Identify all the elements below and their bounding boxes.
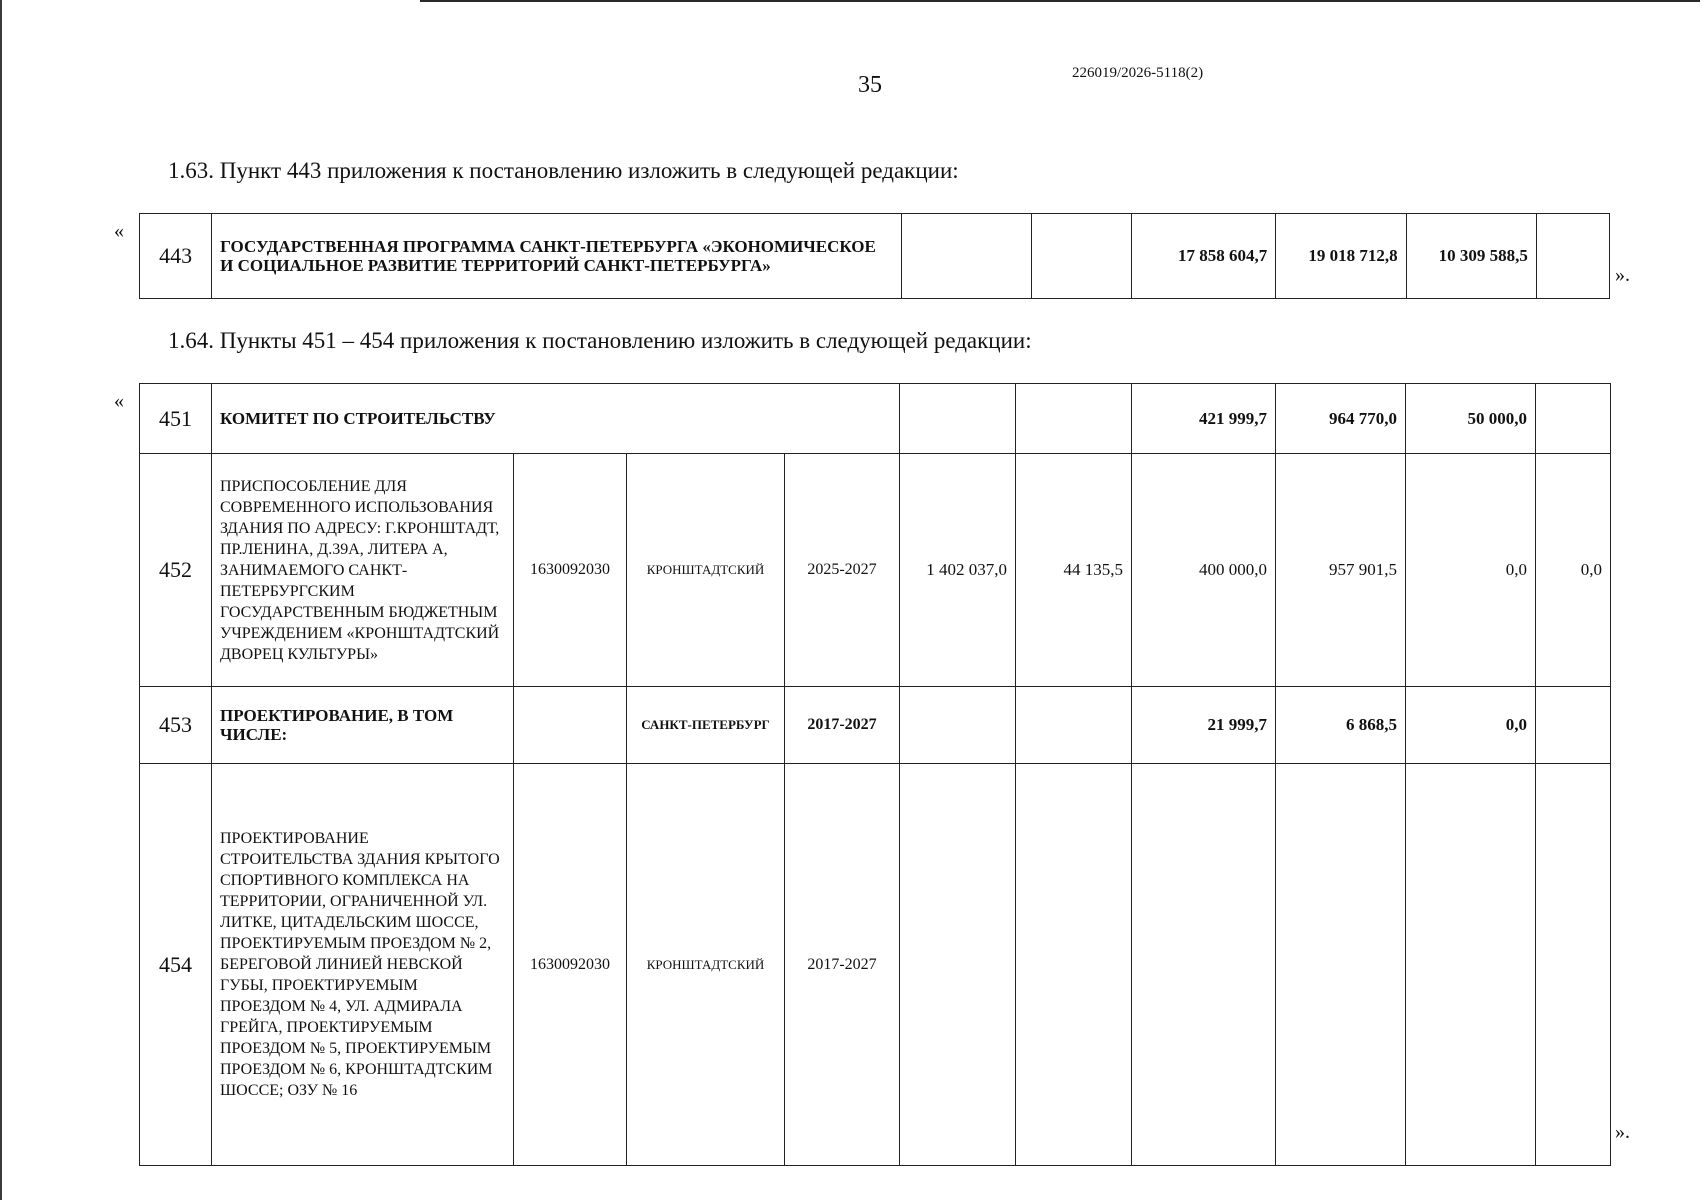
opening-quote: «	[114, 220, 124, 242]
value-cell: 957 901,5	[1276, 454, 1406, 687]
value-cell: 10 309 588,5	[1406, 214, 1536, 299]
value-cell: 17 858 604,7	[1132, 214, 1276, 299]
table-row	[140, 214, 1610, 299]
empty-cell	[1016, 687, 1132, 764]
opening-quote: «	[114, 390, 124, 412]
table-row	[140, 687, 1611, 764]
row-number: 454	[140, 764, 212, 1166]
section-163-heading: 1.63. Пункт 443 приложения к постановлению изложить в следующей редакции:	[168, 158, 959, 183]
table-row	[140, 764, 1611, 1166]
row-name: ГОСУДАРСТВЕННАЯ ПРОГРАММА САНКТ-ПЕТЕРБУРГА «ЭКОНОМИЧЕСКОЕ И СОЦИАЛЬНОЕ РАЗВИТИЕ ТЕРРИТОРИЙ САНКТ-ПЕТЕРБУРГА»	[212, 214, 901, 299]
row-number: 453	[140, 687, 212, 764]
empty-cell	[900, 764, 1016, 1166]
table-163	[139, 213, 1610, 299]
cost-cell: 1 402 037,0	[900, 454, 1016, 687]
empty-cell	[1536, 384, 1611, 454]
row-number: 451	[140, 384, 212, 454]
empty-cell	[900, 384, 1016, 454]
empty-cell	[514, 687, 627, 764]
page-number: 35	[858, 72, 882, 98]
value-cell: 19 018 712,8	[1276, 214, 1406, 299]
district-cell: КРОНШТАДТСКИЙ	[627, 454, 785, 687]
section-164-heading: 1.64. Пункты 451 – 454 приложения к постановлению изложить в следующей редакции:	[168, 328, 1032, 353]
empty-cell	[1536, 764, 1611, 1166]
value-cell: 6 868,5	[1276, 687, 1406, 764]
spent-cell: 44 135,5	[1016, 454, 1132, 687]
value-cell: 400 000,0	[1132, 454, 1276, 687]
empty-cell	[1031, 214, 1131, 299]
empty-cell	[1536, 214, 1609, 299]
empty-cell	[901, 214, 1031, 299]
closing-quote: ».	[1615, 1121, 1630, 1143]
years-cell: 2025-2027	[785, 454, 900, 687]
value-cell: 0,0	[1406, 454, 1536, 687]
row-name: ПРОЕКТИРОВАНИЕ СТРОИТЕЛЬСТВА ЗДАНИЯ КРЫТОГО СПОРТИВНОГО КОМПЛЕКСА НА ТЕРРИТОРИИ, ОГРАНИЧЕННОЙ УЛ. ЛИТКЕ, ЦИТАДЕЛЬСКИМ ШОССЕ, ПРОЕКТИРУЕМЫМ ПРОЕЗДОМ № 2, БЕРЕГОВОЙ ЛИНИЕЙ НЕВСКОЙ ГУБЫ, ПРОЕКТИРУЕМЫМ ПРОЕЗДОМ № 4, УЛ. АДМИРАЛА ГРЕЙГА, ПРОЕКТИРУЕМЫМ ПРОЕЗДОМ № 5, ПРОЕКТИРУЕМЫМ ПРОЕЗДОМ № 6, КРОНШТАДТСКИМ ШОССЕ; ОЗУ № 16	[212, 764, 514, 1166]
empty-cell	[1406, 764, 1536, 1166]
table-164	[139, 383, 1611, 1166]
row-name: КОМИТЕТ ПО СТРОИТЕЛЬСТВУ	[212, 384, 900, 454]
table-row	[140, 384, 1611, 454]
value-cell: 21 999,7	[1132, 687, 1276, 764]
empty-cell	[1132, 764, 1276, 1166]
years-cell: 2017-2027	[785, 687, 900, 764]
value-cell: 0,0	[1536, 454, 1611, 687]
row-number: 452	[140, 454, 212, 687]
code-cell: 1630092030	[514, 764, 627, 1166]
row-name: ПРОЕКТИРОВАНИЕ, В ТОМ ЧИСЛЕ:	[212, 687, 514, 764]
value-cell: 50 000,0	[1406, 384, 1536, 454]
scan-edge-left	[0, 0, 2, 1200]
row-number: 443	[140, 214, 212, 299]
empty-cell	[1276, 764, 1406, 1166]
empty-cell	[1536, 687, 1611, 764]
value-cell: 964 770,0	[1276, 384, 1406, 454]
closing-quote: ».	[1615, 264, 1630, 286]
row-name: ПРИСПОСОБЛЕНИЕ ДЛЯ СОВРЕМЕННОГО ИСПОЛЬЗОВАНИЯ ЗДАНИЯ ПО АДРЕСУ: Г.КРОНШТАДТ, ПР.ЛЕНИНА, Д.39А, ЛИТЕРА А, ЗАНИМАЕМОГО САНКТ-ПЕТЕРБУРГСКИМ ГОСУДАРСТВЕННЫМ БЮДЖЕТНЫМ УЧРЕЖДЕНИЕМ «КРОНШТАДТСКИЙ ДВОРЕЦ КУЛЬТУРЫ»	[212, 454, 514, 687]
document-code: 226019/2026-5118(2)	[1072, 65, 1204, 81]
empty-cell	[1016, 764, 1132, 1166]
years-cell: 2017-2027	[785, 764, 900, 1166]
empty-cell	[900, 687, 1016, 764]
scan-edge-top	[420, 0, 1700, 2]
value-cell: 421 999,7	[1132, 384, 1276, 454]
value-cell: 0,0	[1406, 687, 1536, 764]
table-row	[140, 454, 1611, 687]
empty-cell	[1016, 384, 1132, 454]
code-cell: 1630092030	[514, 454, 627, 687]
district-cell: САНКТ-ПЕТЕРБУРГ	[627, 687, 785, 764]
district-cell: КРОНШТАДТСКИЙ	[627, 764, 785, 1166]
